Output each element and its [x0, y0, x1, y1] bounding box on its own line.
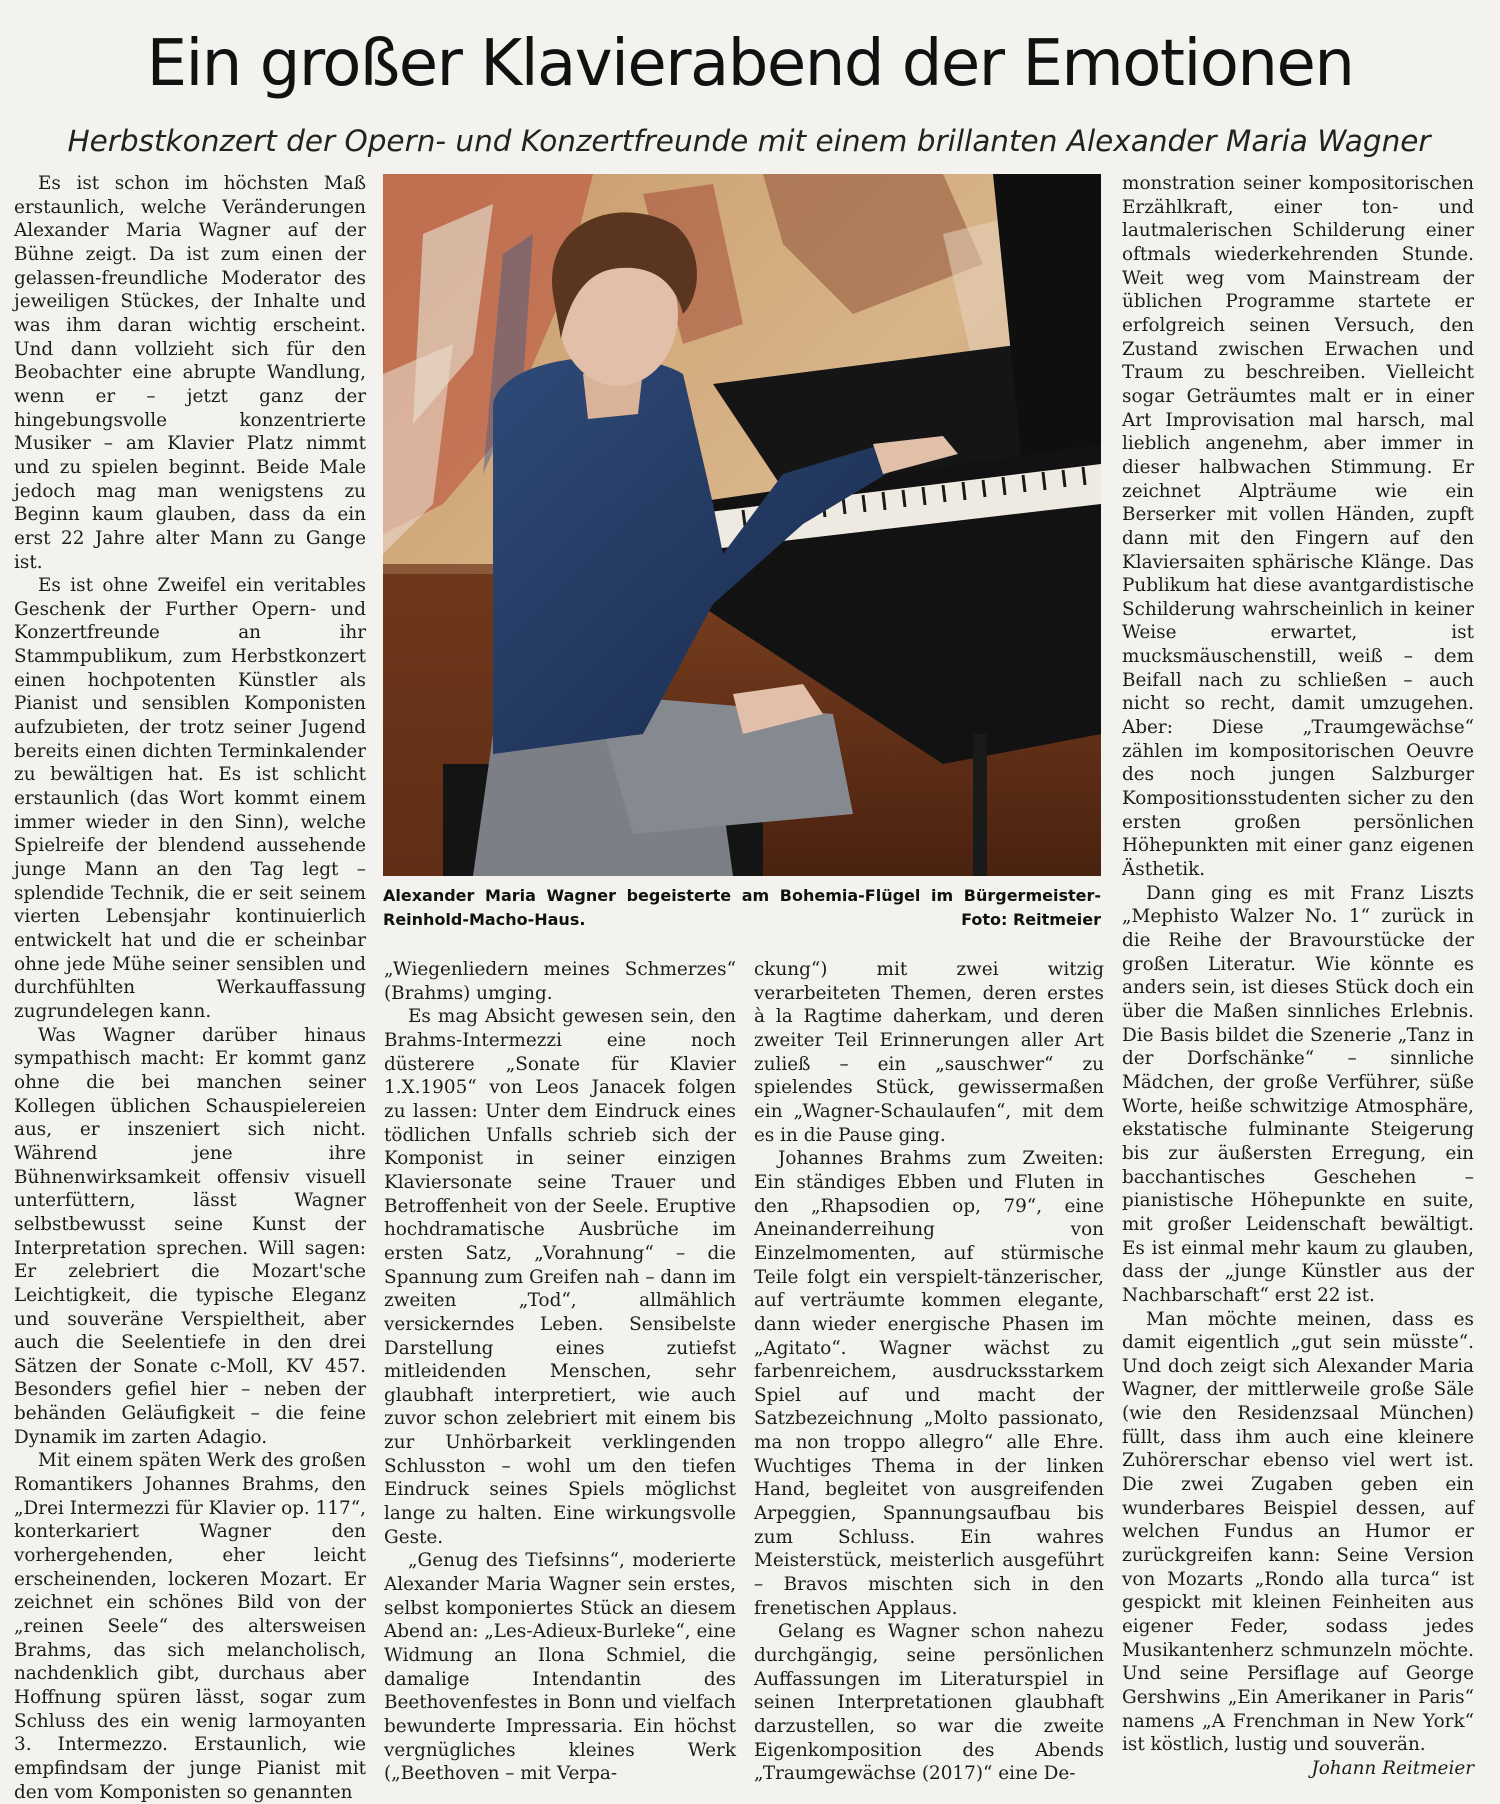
paragraph: „Genug des Tiefsinns“, moderierte Alexander Maria Wagner sein erstes, selbst komponiertes Stück an diesem Abend an: „Les-Adieux-Burleke“, eine Widmung an Ilona Schmiel, die damalige Intendantin des Beethovenfestes in Bonn und vielfach bewunderte Impressaria. Ein höchst vergnügliches kleines Werk („Beethoven – mit Verpa- — [384, 1550, 736, 1785]
paragraph: Dann ging es mit Franz Liszts „Mephisto Walzer No. 1“ zurück in die Reihe der Bravourstücke der großen Literatur. Wie könnte es anders sein, ist dieses Stück doch ein über die Maßen sinnliches Erlebnis. Die Basis bildet die Szenerie „Tanz in der Dorfschänke“ – sinnliche Mädchen, der große Verführer, süße Worte, heiße schwitzige Atmosphäre, ekstatische fulminante Steigerung bis zur äußersten Erregung, ein bacchantisches Geschehen – pianistische Höhepunkte en suite, mit großer Leidenschaft bewältigt. Es ist einmal mehr kaum zu glauben, dass der „junge Künstler aus der Nachbarschaft“ erst 22 ist. — [1122, 882, 1474, 1306]
pianist-at-piano-illustration — [383, 174, 1101, 876]
paragraph: Es ist ohne Zweifel ein veritables Geschenk der Further Opern- und Konzertfreunde an ihr Stammpublikum, zum Herbstkonzert einen hochpotenten Künstler als Pianist und sensiblen Komponisten aufzubieten, der trotz seiner Jugend bereits einen dichten Terminkalender zu bewältigen hat. Es ist schlicht erstaunlich (das Wort kommt einem immer wieder in den Sinn), welche Spielreife der blendend aussehende junge Mann an den Tag legt – splendide Technik, die er seit seinem vierten Lebensjahr kontinuierlich entwickelt hat und die er scheinbar ohne jede Mühe seiner sensiblen und durchfühlten Werkauffassung zugrundelegen kann. — [14, 575, 366, 1022]
author-byline: Johann Reitmeier — [1311, 1757, 1474, 1779]
caption-line-1: Alexander Maria Wagner begeisterte am Bohemia-Flügel im Bürgermeister- — [383, 886, 1101, 905]
article-column-2 — [384, 958, 736, 1785]
photo-credit: Foto: Reitmeier — [961, 910, 1101, 929]
paragraph: Was Wagner darüber hinaus sympathisch macht: Er kommt ganz ohne die bei manchen seiner Kollegen üblichen Schauspielereien aus, er inszeniert sich nicht. Während jene ihre Bühnenwirksamkeit offensiv visuell unterfüttern, lässt Wagner selbstbewusst seine Kunst der Interpretation sprechen. Will sagen: Er zelebriert die Mozart'sche Leichtigkeit, die typische Eleganz und souveräne Verspieltheit, aber auch die Seelentiefe in den drei Sätzen der Sonate c-Moll, KV 457. Besonders gefiel hier – neben der behänden Geläufigkeit – die feine Dynamik im zarten Adagio. — [14, 1024, 366, 1448]
photo-caption — [383, 884, 1101, 936]
paragraph: Man möchte meinen, dass es damit eigentlich „gut sein müsste“. Und doch zeigt sich Alexander Maria Wagner, der mittlerweile große Säle (wie den Residenzsaal München) füllt, dass ihm auch eine kleinere Zuhörerschar ebenso viel wert ist. Die zwei Zugaben geben ein wunderbares Beispiel dessen, auf welchen Fundus an Humor er zurückgreifen kann: Seine Version von Mozarts „Rondo alla turca“ ist gespickt mit kleinen Feinheiten aus eigener Feder, sodass jedes Musikantenherz schmunzeln möchte. Und seine Persiflage auf George Gershwins „Ein Amerikaner in Paris“ namens „A Frenchman in New York“ ist köstlich, lustig und souverän. — [1122, 1308, 1474, 1756]
article-column-1 — [14, 172, 366, 1803]
paragraph: Es mag Absicht gewesen sein, den Brahms-Intermezzi eine noch düsterere „Sonate für Klavier 1.X.1905“ von Leos Janacek folgen zu lassen: Unter dem Eindruck eines tödlichen Unfalls schrieb sich der Komponist in seiner einzigen Klaviersonate seine Trauer und Betroffenheit von der Seele. Eruptive hochdramatische Ausbrüche im ersten Satz, „Vorahnung“ – die Spannung zum Greifen nah – dann im zweiten „Tod“, allmählich versickerndes Leben. Sensibelste Darstellung eines zutiefst mitleidenden Menschen, sehr glaubhaft interpretiert, wie auch zuvor schon zelebriert mit einem bis zur Unhörbarkeit verklingenden Schlusston – wohl um den tiefen Eindruck seines Spiels möglichst lange zu halten. Eine wirkungsvolle Geste. — [384, 1006, 736, 1548]
caption-line-2: Reinhold-Macho-Haus. — [383, 910, 586, 929]
paragraph: „Wiegenliedern meines Schmerzes“ (Brahms) umging. — [384, 959, 736, 1004]
paragraph: Es ist schon im höchsten Maß erstaunlich, welche Veränderungen Alexander Maria Wagner auf der Bühne zeigt. Da ist zum einen der gelassen-freundliche Moderator des jeweiligen Stückes, der Inhalte und was ihm daran wichtig erscheint. Und dann vollzieht sich für den Beobachter eine abrupte Wandlung, wenn er – jetzt ganz der hingebungsvolle konzentrierte Musiker – am Klavier Platz nimmt und zu spielen beginnt. Beide Male jedoch mag man wenigstens zu Beginn kaum glauben, dass da ein erst 22 Jahre alter Mann zu Gange ist. — [14, 173, 366, 573]
paragraph: Gelang es Wagner schon nahezu durchgängig, seine persönlichen Auffassungen im Literaturspiel in seinen Interpretationen glaubhaft darzustellen, so war die zweite Eigenkomposition des Abends „Traumgewächse (2017)“ eine De- — [754, 1621, 1104, 1785]
subheadline: Herbstkonzert der Opern- und Konzertfreunde mit einem brillanten Alexander Maria Wagner — [67, 124, 1431, 158]
paragraph: Johannes Brahms zum Zweiten: Ein ständiges Ebben und Fluten in den „Rhapsodien op, 79“, eine Aneinanderreihung von Einzelmomenten, auf stürmische Teile folgt ein verspielt-tänzerischer, auf verträumte kommen elegante, dann wieder energische Phasen im „Agitato“. Wagner wächst zu farbenreichem, ausdrucksstarkem Spiel auf und macht der Satzbezeichnung „Molto passionato, ma non troppo allegro“ alle Ehre. Wuchtiges Thema in der linken Hand, begleitet von ausgreifenden Arpeggien, Spannungsaufbau bis zum Schluss. Ein wahres Meisterstück, meisterlich ausgeführt – Bravos mischten sich in den frenetischen Applaus. — [754, 1148, 1104, 1619]
headline: Ein großer Klavierabend der Emotionen — [146, 27, 1354, 101]
article-column-4 — [1122, 172, 1474, 1779]
pianist-photo — [383, 174, 1101, 876]
paragraph: Mit einem späten Werk des großen Romantikers Johannes Brahms, den „Drei Intermezzi für Klavier op. 117“, konterkariert Wagner den vorhergehenden, eher leicht erscheinenden, lockeren Mozart. Er zeichnet ein schönes Bild von der „reinen Seele“ des altersweisen Brahms, das sich melancholisch, nachdenklich gibt, durchaus aber Hoffnung spüren lässt, sogar zum Schluss des ein wenig larmoyanten 3. Intermezzo. Erstaunlich, wie empfindsam der junge Pianist mit den vom Komponisten so genannten — [14, 1450, 366, 1803]
paragraph: monstration seiner kompositorischen Erzählkraft, einer ton- und lautmalerischen Schilderung einer oftmals wiederkehrenden Stunde. Weit weg vom Mainstream der üblichen Programme startete er erfolgreich seinen Versuch, den Zustand zwischen Erwachen und Traum zu beschreiben. Vielleicht sogar Geträumtes malt er in einer Art Improvisation mal harsch, mal lieblich angenehm, aber immer in dieser halbwachen Stimmung. Er zeichnet Alpträume wie ein Berserker mit vollen Händen, zupft dann mit den Fingern auf den Klaviersaiten sphärische Klänge. Das Publikum hat diese avantgardistische Schilderung wahrscheinlich in keiner Weise erwartet, ist mucksmäuschenstill, weiß – dem Beifall nach zu schließen – auch nicht so recht, damit umzugehen. Aber: Diese „Traumgewächse“ zählen im kompositorischen Oeuvre des noch jungen Salzburger Kompositionsstudenten sicher zu den ersten großen persönlichen Höhepunkten mit einer ganz eigenen Ästhetik. — [1122, 173, 1474, 881]
paragraph: ckung“) mit zwei witzig verarbeiteten Themen, deren erstes à la Ragtime daherkam, und deren zweiter Teil Erinnerungen aller Art zuließ – ein „sauschwer“ zu spielendes Stück, gewissermaßen ein „Wagner-Schaulaufen“, mit dem es in die Pause ging. — [754, 959, 1104, 1146]
article-column-3 — [754, 958, 1104, 1785]
